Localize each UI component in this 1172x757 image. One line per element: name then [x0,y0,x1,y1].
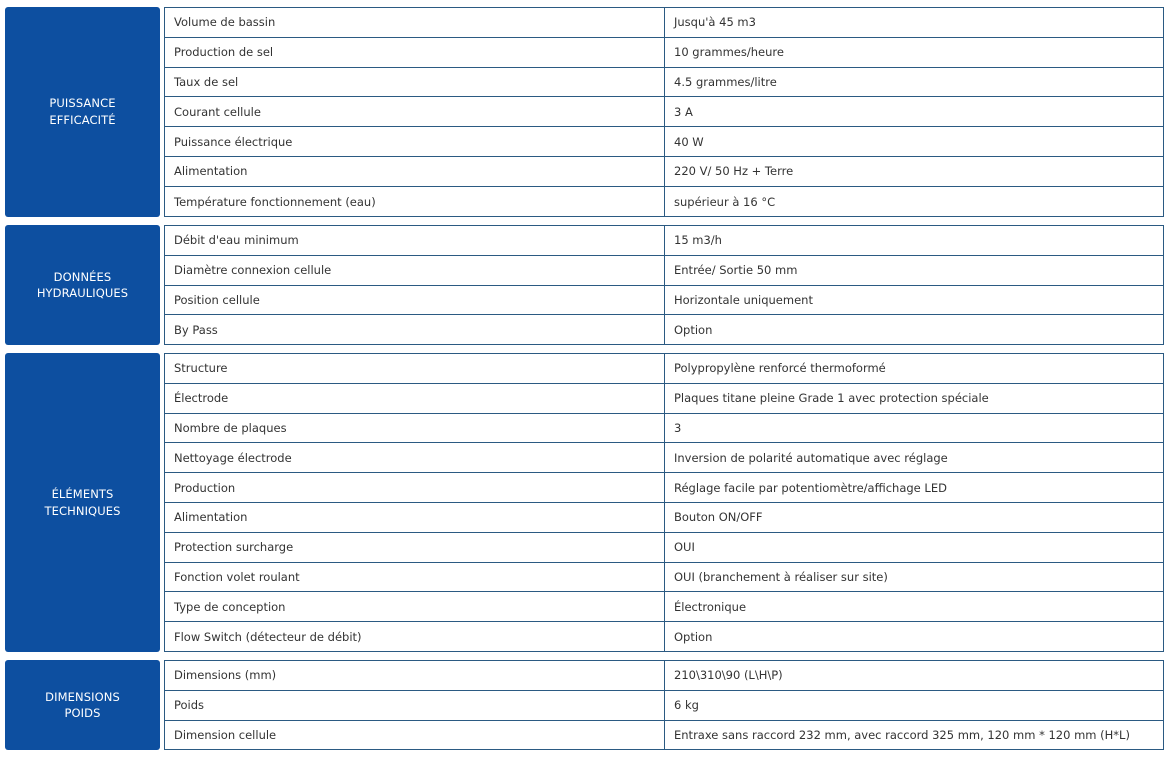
table-row [165,127,1163,157]
table-row [165,533,1163,563]
spec-label: Position cellule [165,286,665,315]
spec-label: Puissance électrique [165,127,665,156]
spec-label: Taux de sel [165,68,665,97]
spec-label: Nombre de plaques [165,414,665,443]
section-heading-line: ÉLÉMENTS [51,487,114,501]
table-row [165,503,1163,533]
spec-label: Débit d'eau minimum [165,226,665,255]
section-rows [164,353,1164,652]
section-heading-line: PUISSANCE [49,96,116,111]
table-row [165,226,1163,256]
spec-value: Réglage facile par potentiomètre/affichage LED [674,480,947,495]
section-elements-techniques [5,353,1164,652]
table-row [165,315,1163,345]
table-row [165,8,1163,38]
table-row [165,443,1163,473]
section-heading [5,7,160,217]
section-puissance-efficacite [5,7,1164,217]
table-row [165,661,1163,691]
spec-value: OUI [674,540,695,555]
table-row [165,563,1163,593]
spec-value: 210\310\90 (L\H\P) [674,668,783,683]
section-heading [5,353,160,652]
spec-label: Dimension cellule [165,721,665,751]
section-heading-line: DIMENSIONS [45,689,120,704]
table-row [165,473,1163,503]
spec-value: 10 grammes/heure [674,45,784,60]
section-heading-line: TECHNIQUES [44,503,121,518]
section-heading-line: EFFICACITÉ [49,112,116,127]
section-donnees-hydrauliques [5,225,1164,345]
spec-label: Type de conception [165,592,665,621]
table-row [165,721,1163,751]
spec-value: OUI (branchement à réaliser sur site) [674,569,888,584]
table-row [165,97,1163,127]
spec-label: Fonction volet roulant [165,563,665,592]
table-row [165,622,1163,652]
spec-label: Alimentation [165,157,665,186]
section-rows [164,7,1164,217]
section-heading [5,660,160,750]
spec-label: By Pass [165,315,665,345]
section-heading-line: HYDRAULIQUES [36,286,129,301]
spec-label: Poids [165,691,665,720]
spec-value: Plaques titane pleine Grade 1 avec protection spéciale [674,391,989,406]
spec-value: 15 m3/h [674,233,722,248]
spec-label: Production [165,473,665,502]
spec-label: Protection surcharge [165,533,665,562]
section-heading-line: DONNÉES [53,269,112,284]
spec-value: 4.5 grammes/litre [674,74,777,89]
table-row [165,38,1163,68]
spec-label: Structure [165,354,665,383]
spec-label: Nettoyage électrode [165,443,665,472]
spec-label: Courant cellule [165,97,665,126]
spec-value: Polypropylène renforcé thermoformé [674,361,886,376]
spec-value: Horizontale uniquement [674,292,813,307]
section-rows [164,660,1164,750]
table-row [165,187,1163,217]
spec-value: Inversion de polarité automatique avec réglage [674,450,948,465]
spec-value: Option [674,630,713,645]
spec-label: Diamètre connexion cellule [165,256,665,285]
spec-label: Production de sel [165,38,665,67]
section-rows [164,225,1164,345]
spec-label: Volume de bassin [165,8,665,37]
spec-value: 3 A [674,104,693,119]
section-dimensions-poids [5,660,1164,750]
table-row [165,354,1163,384]
spec-label: Température fonctionnement (eau) [165,187,665,217]
section-heading [5,225,160,345]
table-row [165,286,1163,316]
table-row [165,384,1163,414]
table-row [165,691,1163,721]
spec-label: Dimensions (mm) [165,661,665,690]
spec-value: Jusqu'à 45 m3 [674,15,756,30]
table-row [165,68,1163,98]
spec-value: 6 kg [674,698,699,713]
table-row [165,414,1163,444]
table-row [165,256,1163,286]
spec-value: Option [674,323,713,338]
spec-value: 3 [674,420,682,435]
table-row [165,157,1163,187]
spec-value: Bouton ON/OFF [674,510,763,525]
spec-value: supérieur à 16 °C [674,194,776,209]
spec-value: Électronique [674,599,747,614]
spec-value: 220 V/ 50 Hz + Terre [674,164,794,179]
spec-value: 40 W [674,134,704,149]
spec-value: Entraxe sans raccord 232 mm, avec raccord 325 mm, 120 mm * 120 mm (H*L) [674,728,1130,743]
spec-label: Électrode [165,384,665,413]
section-heading-line: POIDS [64,706,101,721]
spec-value: Entrée/ Sortie 50 mm [674,263,798,278]
spec-label: Alimentation [165,503,665,532]
table-row [165,592,1163,622]
spec-label: Flow Switch (détecteur de débit) [165,622,665,652]
